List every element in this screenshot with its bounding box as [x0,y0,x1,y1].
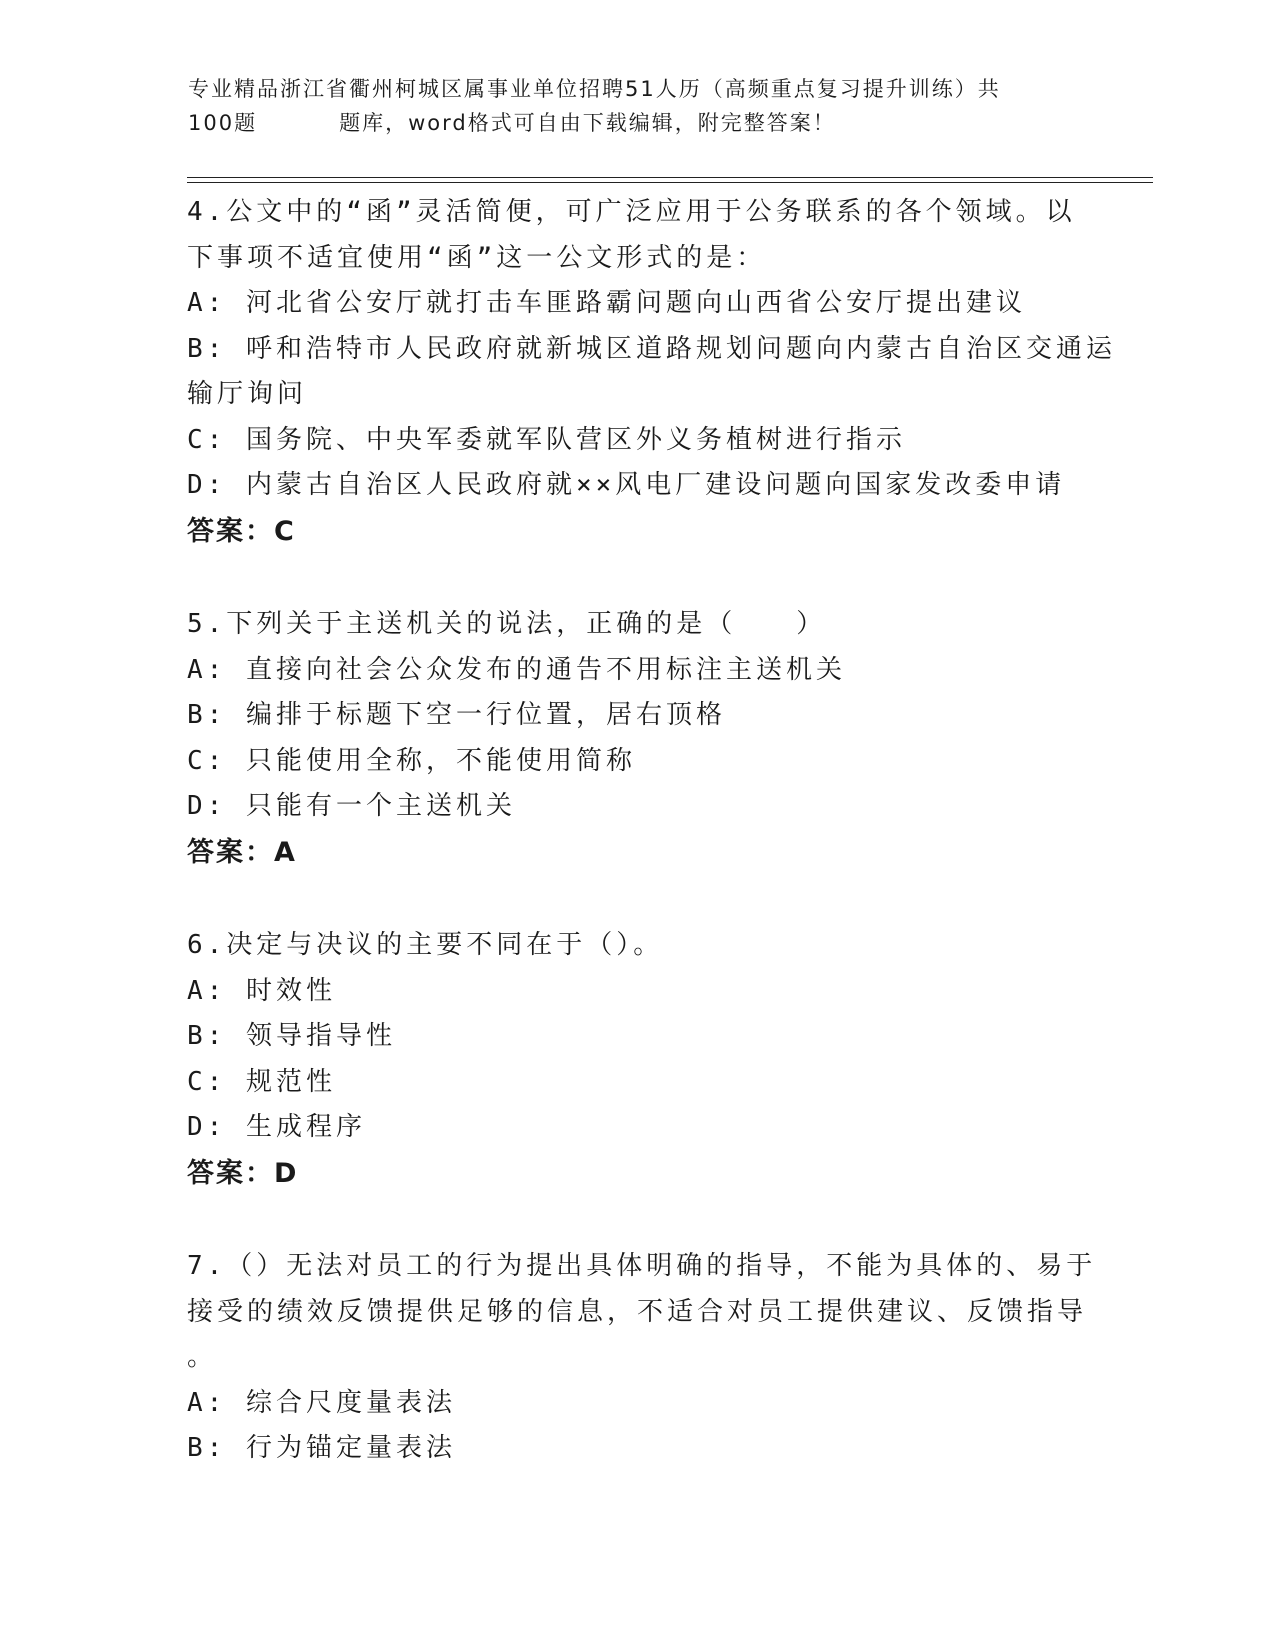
answer: 答案：C [187,515,296,547]
header-count: 100题 [188,111,258,135]
question-6 [187,923,1087,1196]
option-c: C: 规范性 [187,1066,336,1097]
option-b: B: 编排于标题下空一行位置，居右顶格 [187,700,726,730]
question-text: 6.决定与决议的主要不同在于（）。 [187,930,664,960]
option-a: A: 河北省公安厅就打击车匪路霸问题向山西省公安厅提出建议 [187,288,1026,318]
question-text: 7.（）无法对员工的行为提出具体明确的指导，不能为具体的、易于 [187,1251,1097,1281]
option-a: A: 综合尺度量表法 [187,1387,456,1418]
question-text: 接受的绩效反馈提供足够的信息，不适合对员工提供建议、反馈指导 [187,1296,1088,1327]
question-5 [187,602,1087,875]
answer: 答案：A [187,836,297,868]
question-text: 。 [187,1342,218,1372]
option-b: B: 领导指导性 [187,1021,396,1051]
option-c: C: 只能使用全称，不能使用简称 [187,745,636,776]
header-rule-bottom [187,182,1153,183]
option-b: B: 呼和浩特市人民政府就新城区道路规划问题向内蒙古自治区交通运 [187,333,1116,364]
option-a: A: 直接向社会公众发布的通告不用标注主送机关 [187,654,846,685]
header-rule-top [187,177,1153,178]
document-header [188,72,1088,140]
question-text: 5.下列关于主送机关的说法，正确的是（ ） [187,609,827,639]
question-7 [187,1244,1097,1472]
question-4 [187,190,1116,554]
question-text: 4.公文中的“函”灵活简便，可广泛应用于公务联系的各个领域。以 [187,197,1076,227]
header-description: 题库，word格式可自由下载编辑，附完整答案！ [339,111,836,135]
header-line-2 [188,106,1088,140]
option-b-continued: 输厅询问 [187,379,308,409]
option-d: D: 只能有一个主送机关 [187,791,516,821]
answer: 答案：D [187,1157,299,1189]
option-d: D: 生成程序 [187,1112,366,1142]
option-d: D: 内蒙古自治区人民政府就××风电厂建设问题向国家发改委申请 [187,470,1066,500]
option-c: C: 国务院、中央军委就军队营区外义务植树进行指示 [187,424,906,455]
question-text: 下事项不适宜使用“函”这一公文形式的是： [187,242,767,273]
option-a: A: 时效性 [187,975,336,1006]
question-list [187,190,1116,1472]
option-b: B: 行为锚定量表法 [187,1433,456,1463]
header-line-1: 专业精品浙江省衢州柯城区属事业单位招聘51人历（高频重点复习提升训练）共 [188,77,1001,101]
